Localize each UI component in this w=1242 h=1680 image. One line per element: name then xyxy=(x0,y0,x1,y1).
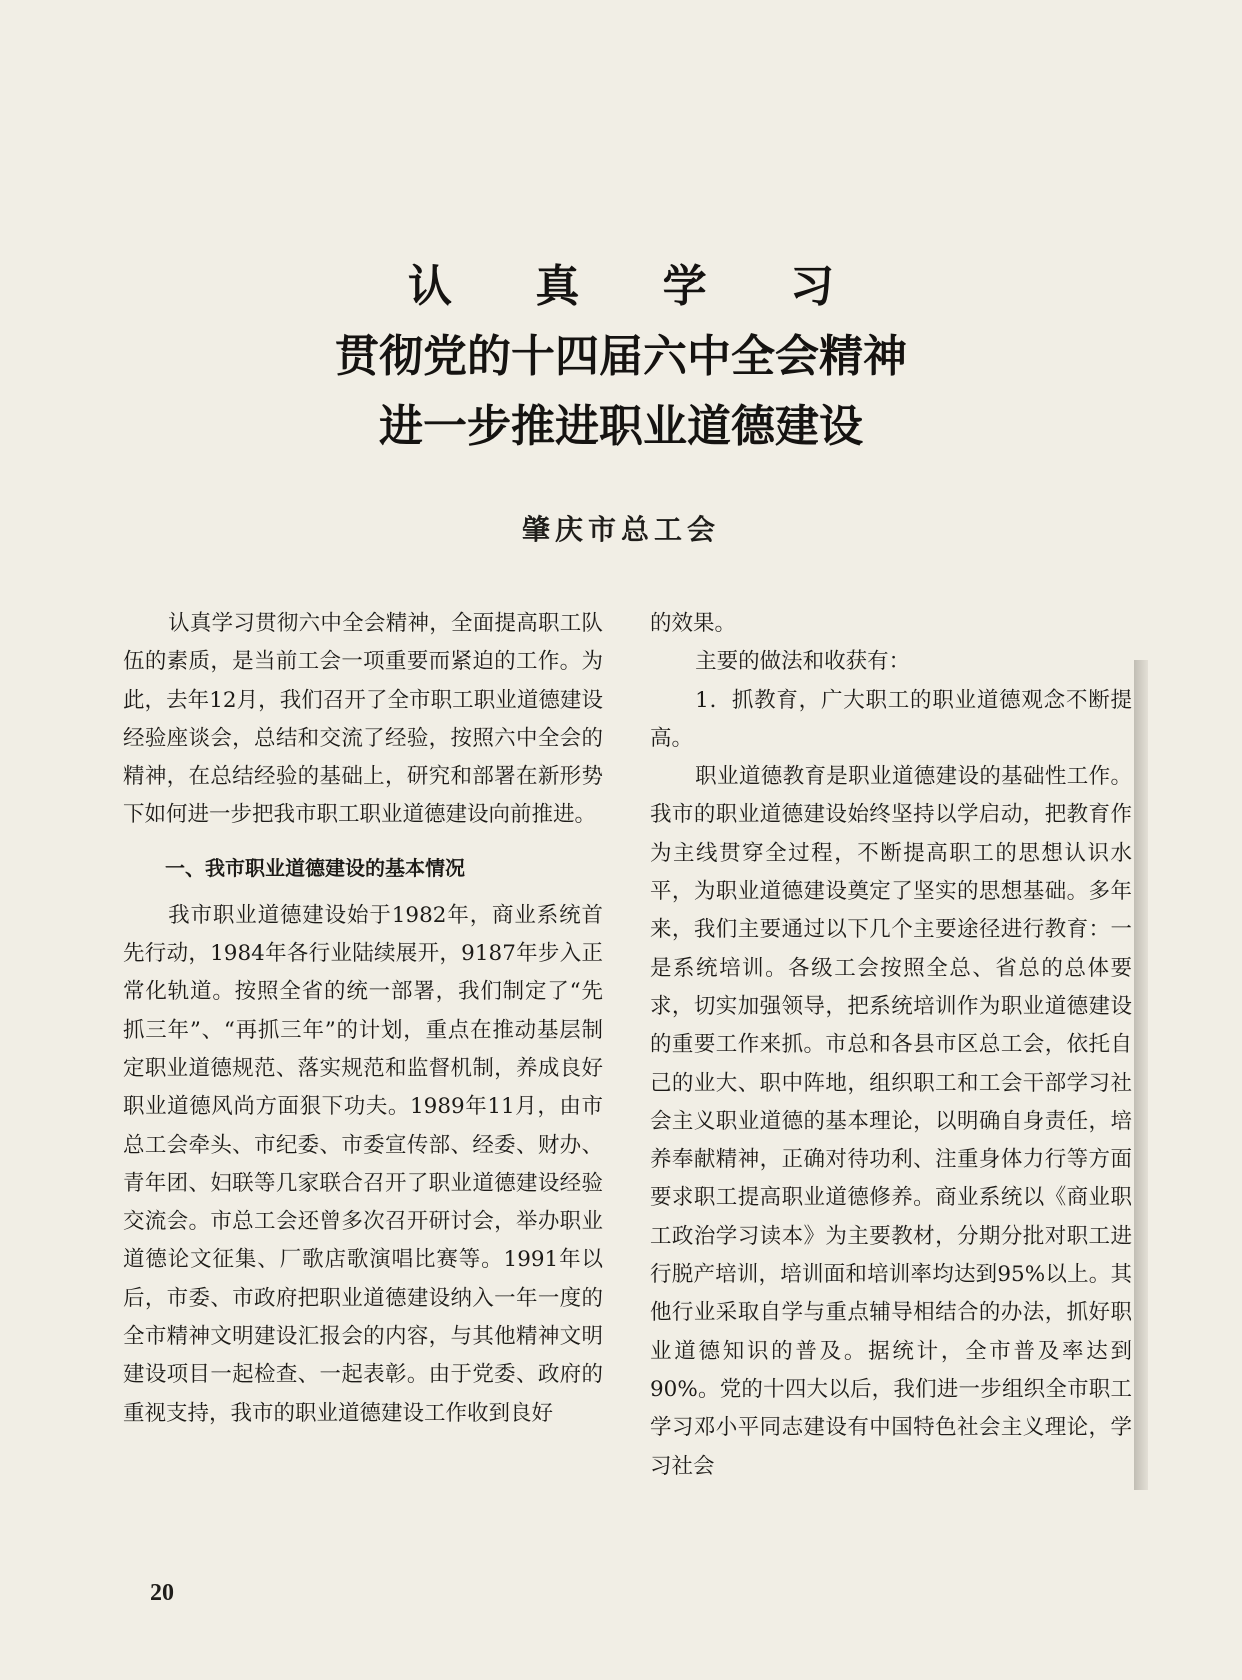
lead-sentence: 主要的做法和收获有： xyxy=(695,649,911,675)
section-heading: 一、我市职业道德建设的基本情况 xyxy=(165,855,465,880)
article-title xyxy=(0,252,1242,462)
point-1-heading: 1．抓教育，广大职工的职业道德观念不断提高。 xyxy=(650,687,1132,751)
education-paragraph: 职业道德教育是职业道德建设的基础性工作。我市的职业道德建设始终坚持以学启动，把教育作为主线贯穿全过程，不断提高职工的思想认识水平，为职业道德建设奠定了坚实的思想基础。多年来，我们主要通过以下几个主要途径进行教育：一是系统培训。各级工会按照全总、省总的总体要求，切实加强领导，把系统培训作为职业道德建设的重要工作来抓。市总和各县市区总工会，依托自己的业大、职中阵地，组织职工和工会干部学习社会主义职业道德的基本理论，以明确自身责任，培养奉献精神，正确对待功利、注重身体力行等方面要求职工提高职业道德修养。商业系统以《商业职工政治学习读本》为主要教材，分期分批对职工进行脱产培训，培训面和培训率均达到95%以上。其他行业采取自学与重点辅导相结合的办法，抓好职业道德知识的普及。据统计，全市普及率达到90%。党的十四大以后，我们进一步组织全市职工学习邓小平同志建设有中国特色社会主义理论，学习社会 xyxy=(650,764,1132,1479)
title-line-3: 进一步推进职业道德建设 xyxy=(379,401,863,452)
author-byline: 肇庆市总工会 xyxy=(521,513,720,546)
title-line-1: 认 真 学 习 xyxy=(408,261,868,312)
page-edge-shadow xyxy=(1134,660,1148,1490)
history-paragraph: 我市职业道德建设始于1982年，商业系统首先行动，1984年各行业陆续展开，9187年步入正常化轨道。按照全省的统一部署，我们制定了“先抓三年”、“再抓三年”的计划，重点在推动基层制定职业道德规范、落实规范和监督机制，养成良好职业道德风尚方面狠下功夫。1989年11月，由市总工会牵头、市纪委、市委宣传部、经委、财办、青年团、妇联等几家联合召开了职业道德建设经验交流会。市总工会还曾多次召开研讨会，举办职业道德论文征集、厂歌店歌演唱比赛等。1991年以后，市委、市政府把职业道德建设纳入一年一度的全市精神文明建设汇报会的内容，与其他精神文明建设项目一起检查、一起表彰。由于党委、政府的重视支持，我市的职业道德建设工作收到良好 xyxy=(123,902,603,1426)
right-column xyxy=(650,605,1132,1486)
left-column xyxy=(123,605,603,1433)
continuation-text: 的效果。 xyxy=(650,611,737,636)
title-line-2: 贯彻党的十四届六中全会精神 xyxy=(335,331,907,382)
page-number: 20 xyxy=(150,1580,174,1606)
intro-paragraph: 认真学习贯彻六中全会精神，全面提高职工队伍的素质，是当前工会一项重要而紧迫的工作。为此，去年12月，我们召开了全市职工职业道德建设经验座谈会，总结和交流了经验，按照六中全会的精神，在总结经验的基础上，研究和部署在新形势下如何进一步把我市职工职业道德建设向前推进。 xyxy=(123,611,603,828)
